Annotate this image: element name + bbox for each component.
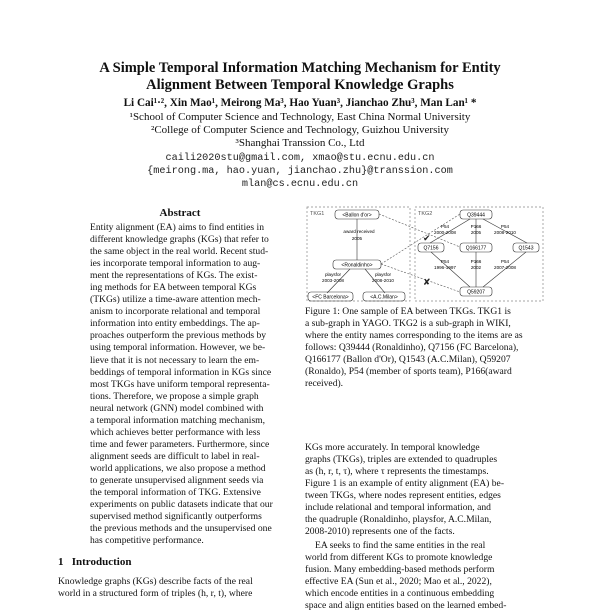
authors: Li Cai¹·², Xin Mao¹, Meirong Ma³, Hao Yuan³, Jianchao Zhu³, Man Lan¹ * (123, 97, 477, 109)
tkg2-edge-label: 2007-2008 (494, 265, 516, 270)
tkg1-edge-label: 2005 (351, 236, 363, 241)
tkg2-edge-label: P54 (500, 224, 510, 229)
section-heading-introduction (58, 556, 131, 568)
text-line: ing methods for EA between temporal KGs (90, 282, 257, 294)
text-line: Knowledge graphs (KGs) describe facts of the real (58, 576, 253, 587)
tkg2-node: Q59207 (467, 289, 485, 296)
title-line: A Simple Temporal Information Matching Mechanism for Entity (99, 60, 501, 76)
tkg1-panel (307, 207, 410, 301)
text-line: ies incorporate temporal information to aug- (90, 258, 261, 270)
text-line: graphs (TKGs), triples are extended to quadruples (305, 454, 498, 466)
right-paragraph-1 (305, 442, 545, 538)
text-line: where the entity names corresponding to the items are as (305, 330, 523, 342)
text-line: a temporal information matching mechanism, (90, 414, 266, 426)
figure-1 (305, 205, 545, 305)
text-line: ment the representations of KGs. The exist- (90, 270, 258, 282)
tkg2-edge-label: P54 (440, 224, 450, 229)
tkg1-edge-label: award received (343, 229, 375, 234)
tkg1-edge-label: 2008-2010 (372, 278, 394, 283)
text-line: world applications, we also propose a method (90, 462, 266, 474)
tkg2-edge-label: 2005 (470, 230, 482, 235)
text-line: supervised method significantly outperforms (90, 511, 262, 523)
section-title: Introduction (71, 556, 132, 568)
text-line: tween TKGs, where nodes represent entities, edges (305, 490, 501, 502)
text-line: beddings of temporal information in KGs since (90, 366, 272, 378)
email-line-1: caili2020stu@gmail.com, xmao@stu.ecnu.edu.cn (165, 153, 435, 164)
text-line: Q166177 (Ballon d'Or), Q1543 (A.C.Milan), Q59207 (305, 354, 511, 366)
tkg1-edge-label: playsfor (324, 272, 342, 277)
text-line: effective EA (Sun et al., 2020; Mao et al., 2022), (305, 576, 492, 588)
text-line: Entity alignment (EA) aims to find entities in (90, 222, 264, 233)
text-line: tions. Therefore, we propose a simple graph (90, 390, 259, 402)
paper-title (0, 60, 600, 94)
text-line: different knowledge graphs (KGs) that refer to (90, 234, 269, 246)
match-check-icon: ✔ (423, 233, 431, 243)
tkg1-node: <FC Barcelona> (312, 294, 349, 301)
text-line: a sub-graph in YAGO. TKG2 is a sub-graph in WIKI, (305, 318, 511, 330)
text-line: fusion. Many embedding-based methods perform (305, 564, 495, 576)
tkg2-node: Q1543 (518, 245, 534, 252)
text-line: which encode entities in a continuous embedding (305, 588, 495, 600)
tkg2-edge-label: 2002 (470, 265, 482, 270)
abstract-body (90, 222, 275, 547)
tkg2-edge-label: P54 (440, 259, 450, 264)
tkg2-edge-label: 2008-2010 (494, 230, 516, 235)
tkg1-node: <A.C.Milan> (370, 294, 398, 301)
text-line: the quadruple (Ronaldinho, playsfor, A.C.Milan, (305, 514, 492, 526)
text-line: the temporal information of TKG. Extensive (90, 487, 261, 499)
text-line: the same object in the real world. Recent stud- (90, 246, 269, 258)
text-line: alignment seeds are difficult to label in real- (90, 450, 260, 462)
tkg1-node: <Ballon d'or> (342, 212, 372, 219)
text-line: information into entity embeddings. The ap- (90, 318, 260, 330)
affiliation-2: ²College of Computer Science and Technology, Guizhou University (151, 124, 449, 136)
text-line: KGs more accurately. In temporal knowledge (305, 442, 480, 453)
figure-1-caption (305, 306, 545, 390)
section-number: 1 (58, 556, 64, 568)
tkg2-node: Q7156 (423, 245, 439, 252)
affiliation-1: ¹School of Computer Science and Technology, East China Normal University (129, 111, 471, 123)
text-line: (TKGs) utilize a time-aware attention mech- (90, 294, 261, 306)
text-line: include relational and temporal information, and (305, 502, 491, 514)
tkg2-node: Q39444 (467, 212, 485, 219)
text-line: as (h, r, t, τ), where τ represents the timestamps. (305, 466, 489, 478)
text-line: the previous methods and the unsupervised one (90, 523, 272, 535)
title-line: Alignment Between Temporal Knowledge Graphs (146, 77, 454, 93)
text-line: which achieves better performance with less (90, 426, 261, 438)
text-line: using temporal information. However, we be- (90, 342, 266, 354)
tkg1-label: TKG1 (310, 211, 325, 217)
text-line: world from different KGs to promote knowledge (305, 552, 493, 564)
text-line: EA seeks to find the same entities in the real (315, 540, 486, 551)
text-line: lieve that it is not necessary to learn the em- (90, 354, 260, 366)
text-line: neural network (GNN) model combined with (90, 402, 264, 414)
tkg2-edge-label: P54 (500, 259, 510, 264)
tkg2-edge-label: P166 (470, 259, 482, 264)
text-line: 2008-2010) represents one of the facts. (305, 526, 455, 538)
tkg2-label: TKG2 (418, 211, 433, 217)
mismatch-cross-icon: ✘ (423, 277, 431, 287)
text-line: received). (305, 378, 344, 390)
email-line-3: mlan@cs.ecnu.edu.cn (241, 179, 359, 190)
right-paragraph-2 (305, 540, 545, 612)
text-line: has competitive performance. (90, 535, 204, 547)
text-line: Figure 1 is an example of entity alignment (EA) be- (305, 478, 505, 490)
tkg1-edge-label: 2003-2008 (322, 278, 344, 283)
affiliation-3: ³Shanghai Transsion Co., Ltd (235, 137, 365, 149)
text-line: world in a structured form of triples (h, r, t), where (58, 588, 253, 600)
text-line: space and align entities based on the learned embed- (305, 600, 507, 612)
text-line: (Ronaldo), P54 (member of sports team), P166(award (305, 366, 512, 378)
text-line: proaches outperform the previous methods by (90, 330, 267, 342)
text-line: Figure 1: One sample of EA between TKGs. TKG1 is (305, 306, 511, 317)
tkg1-edge-label: playsfor (374, 272, 392, 277)
tkg2-edge-label: P166 (470, 224, 482, 229)
text-line: experiments on public datasets indicate that our (90, 499, 273, 511)
text-line: to generate unsupervised alignment seeds via (90, 474, 264, 486)
text-line: follows: Q39444 (Ronaldinho), Q7156 (FC Barcelona), (305, 342, 519, 354)
intro-body (58, 576, 290, 600)
tkg2-node: Q166177 (465, 245, 487, 252)
tkg1-node: <Ronaldinho> (341, 262, 373, 269)
email-line-2: {meirong.ma, hao.yuan, jianchao.zhu}@transsion.com (147, 166, 453, 177)
text-line: time and fewer parameters. Furthermore, since (90, 438, 270, 450)
text-line: most TKGs have uniform temporal representa- (90, 378, 270, 390)
tkg2-edge-label: 2000-2008 (434, 230, 456, 235)
tkg2-edge-label: 1996-1997 (434, 265, 456, 270)
figure-1-graphic (305, 205, 545, 305)
text-line: anism to incorporate relational and temporal (90, 306, 261, 318)
abstract-heading: Abstract (159, 207, 201, 219)
